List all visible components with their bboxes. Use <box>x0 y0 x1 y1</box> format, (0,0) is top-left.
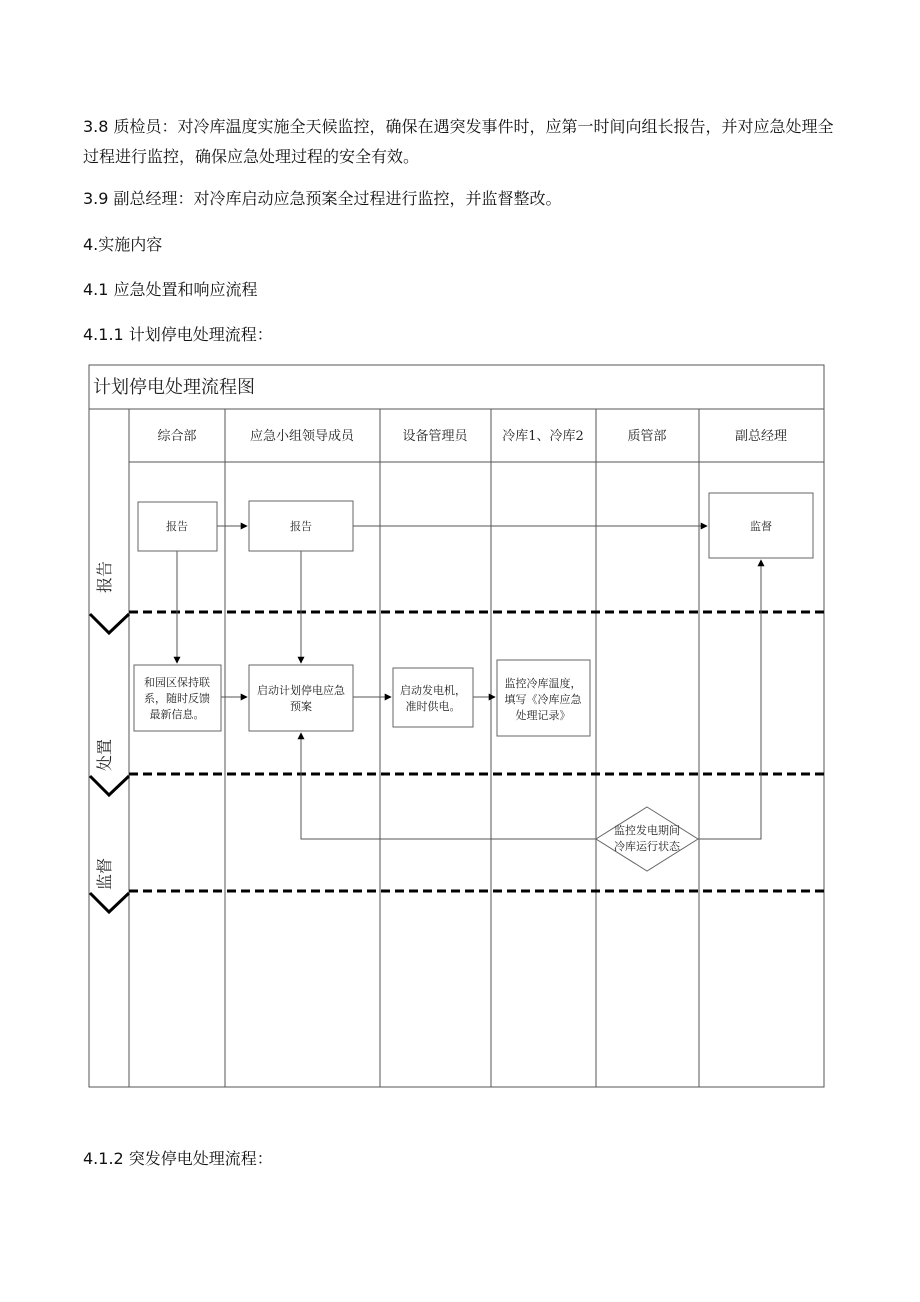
svg-text:监控冷库温度，: 监控冷库温度， <box>504 677 582 690</box>
node-start-generator <box>393 668 473 727</box>
svg-text:预案: 预案 <box>290 700 312 713</box>
svg-text:系，随时反馈: 系，随时反馈 <box>144 692 210 705</box>
svg-text:填写《冷库应急: 填写《冷库应急 <box>504 693 582 706</box>
node-keep-contact <box>134 665 221 731</box>
svg-text:最新信息。: 最新信息。 <box>149 708 205 721</box>
flowchart-title: 计划停电处理流程图 <box>93 377 255 398</box>
svg-text:告: 告 <box>95 560 114 577</box>
heading-implementation: 4.实施内容 <box>83 235 163 254</box>
paragraph-deputy-manager: 3.9 副总经理：对冷库启动应急预案全过程进行监控，并监督整改。 <box>83 189 562 208</box>
svg-text:启动计划停电应急: 启动计划停电应急 <box>257 684 345 697</box>
column-header-cold-storage: 冷库1、冷库2 <box>502 429 584 444</box>
node-supervise <box>709 493 813 558</box>
svg-text:报告: 报告 <box>166 520 188 533</box>
svg-text:报: 报 <box>95 576 114 593</box>
svg-text:处理记录》: 处理记录》 <box>515 709 571 722</box>
heading-emergency-flow: 4.1 应急处置和响应流程 <box>83 280 258 299</box>
svg-text:冷库运行状态: 冷库运行状态 <box>614 840 680 853</box>
lane-label-supervise <box>95 858 114 890</box>
svg-text:监控发电期间: 监控发电期间 <box>614 824 680 837</box>
lane-separators <box>129 612 824 891</box>
svg-text:督: 督 <box>95 857 114 874</box>
heading-sudden-outage: 4.1.2 突发停电处理流程： <box>83 1149 273 1168</box>
column-header-emergency-leaders: 应急小组领导成员 <box>249 429 355 444</box>
column-header-deputy-manager: 副总经理 <box>734 429 788 444</box>
node-start-plan <box>249 665 353 731</box>
svg-text:监: 监 <box>95 873 114 890</box>
node-report-general <box>138 502 217 551</box>
lane-label-handle <box>95 739 114 771</box>
node-monitor-status <box>596 807 698 871</box>
svg-text:置: 置 <box>95 738 114 755</box>
paragraph-quality-inspector: 3.8 质检员：对冷库温度实施全天候监控，确保在遇突发事件时，应第一时间向组长报告，并对应急处理全过程进行监控，确保应急处理过程的安全有效。 <box>83 117 834 166</box>
svg-text:和园区保持联: 和园区保持联 <box>144 676 210 689</box>
node-monitor-temperature <box>497 660 590 736</box>
lane-label-report <box>95 561 114 593</box>
svg-text:监督: 监督 <box>750 520 772 533</box>
column-header-equipment-admin: 设备管理员 <box>402 429 468 444</box>
svg-text:处: 处 <box>95 754 114 771</box>
svg-text:启动发电机，: 启动发电机， <box>400 684 466 697</box>
svg-text:准时供电。: 准时供电。 <box>405 700 461 713</box>
column-header-quality-dept: 质管部 <box>627 429 667 444</box>
node-report-leaders <box>249 501 353 551</box>
heading-planned-outage: 4.1.1 计划停电处理流程： <box>83 325 273 344</box>
svg-text:报告: 报告 <box>290 520 312 533</box>
column-header-general-dept: 综合部 <box>157 429 197 444</box>
